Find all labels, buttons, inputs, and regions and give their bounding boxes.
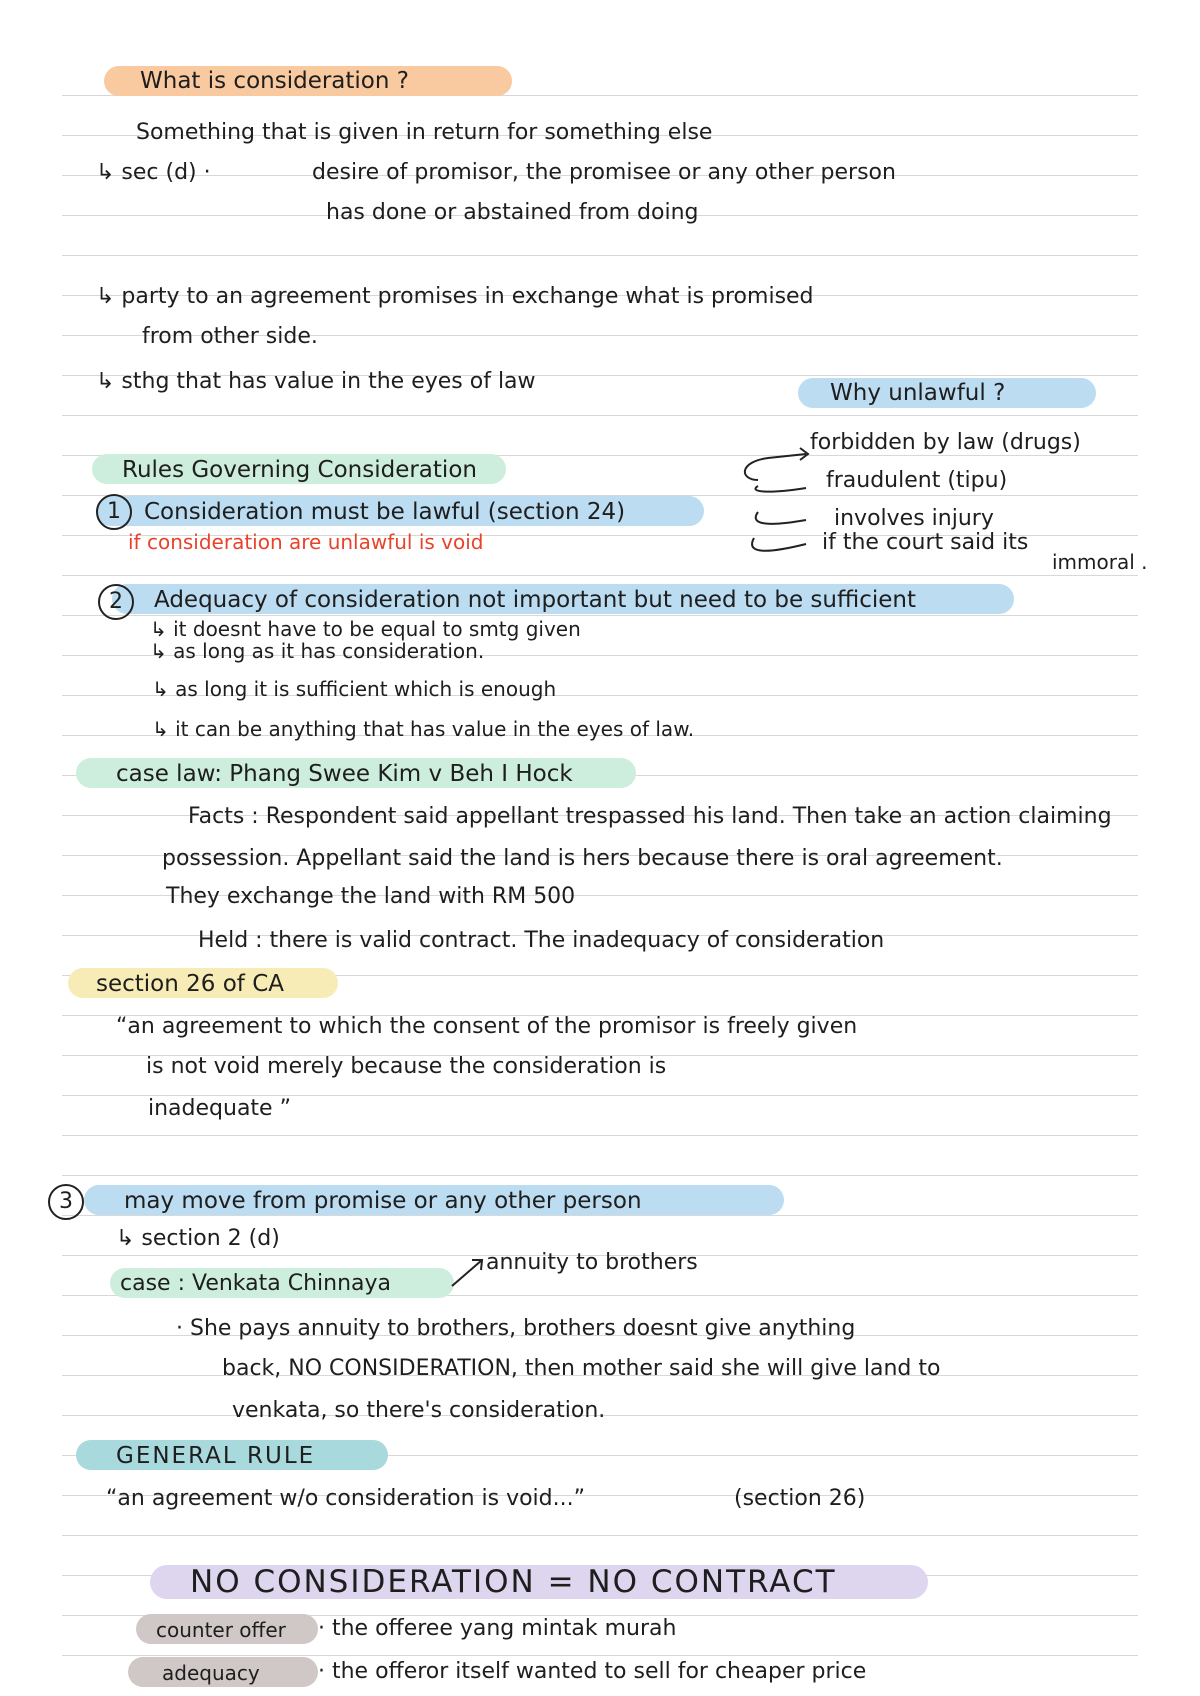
section26-label: section 26 of CA <box>96 971 284 997</box>
rule1-title: Consideration must be lawful (section 24) <box>144 499 626 525</box>
unlawful-item: involves injury <box>834 506 994 531</box>
rule3-title: may move from promise or any other person <box>124 1188 642 1214</box>
section26-quote: is not void merely because the consideration is <box>146 1054 667 1079</box>
case1-label: case law: Phang Swee Kim v Beh I Hock <box>116 761 573 787</box>
section26-quote: “an agreement to which the consent of the promisor is freely given <box>116 1014 858 1039</box>
no-consideration-banner: NO CONSIDERATION = NO CONTRACT <box>190 1564 837 1600</box>
arrow-icon <box>448 1254 488 1290</box>
rule2-title: Adequacy of consideration not important but need to be sufficient <box>154 587 916 613</box>
definition-line: Something that is given in return for something else <box>136 120 713 145</box>
adequacy-label: adequacy <box>162 1661 260 1685</box>
section26-quote: inadequate ” <box>148 1096 291 1121</box>
case2-facts: back, NO CONSIDERATION, then mother said she will give land to <box>222 1356 941 1381</box>
heading-what-is-consideration: What is consideration ? <box>140 68 409 94</box>
rules-heading: Rules Governing Consideration <box>122 457 477 483</box>
branch-arrows-icon <box>728 440 818 570</box>
rule1-note: if consideration are unlawful is void <box>128 530 484 554</box>
general-rule-heading: GENERAL RULE <box>116 1443 316 1469</box>
counter-offer-label: counter offer <box>156 1618 286 1642</box>
case2-label: case : Venkata Chinnaya <box>120 1271 392 1296</box>
rule3-sub: ↳ section 2 (d) <box>116 1226 280 1251</box>
general-rule-reference: (section 26) <box>734 1486 866 1511</box>
unlawful-item: forbidden by law (drugs) <box>810 430 1081 455</box>
rule2-item: ↳ it doesnt have to be equal to smtg given <box>150 617 581 641</box>
adequacy-text: · the offeror itself wanted to sell for cheaper price <box>318 1659 867 1684</box>
unlawful-item: if the court said its <box>822 530 1029 555</box>
unlawful-item: immoral . <box>1052 550 1148 574</box>
case2-facts: venkata, so there's consideration. <box>232 1398 606 1423</box>
rule2-item: ↳ it can be anything that has value in the eyes of law. <box>152 717 695 741</box>
definition-line: has done or abstained from doing <box>326 200 699 225</box>
general-rule-quote: “an agreement w/o consideration is void...” <box>106 1486 586 1511</box>
case2-note: annuity to brothers <box>486 1250 698 1275</box>
rule2-item: ↳ as long it is sufficient which is enough <box>152 677 557 701</box>
why-unlawful-heading: Why unlawful ? <box>830 380 1006 406</box>
rule2-item: ↳ as long as it has consideration. <box>150 639 485 663</box>
unlawful-item: fraudulent (tipu) <box>826 468 1008 493</box>
note-line: from other side. <box>142 324 318 349</box>
definition-reference: ↳ sec (d) · <box>96 160 211 185</box>
definition-line: desire of promisor, the promisee or any other person <box>312 160 896 185</box>
rule3-number: 3 <box>48 1184 84 1220</box>
case1-facts: They exchange the land with RM 500 <box>166 884 576 909</box>
case1-facts: possession. Appellant said the land is hers because there is oral agreement. <box>162 846 1003 871</box>
case1-facts: Facts : Respondent said appellant trespassed his land. Then take an action claiming <box>188 804 1112 829</box>
rule2-number: 2 <box>98 584 134 620</box>
counter-offer-text: · the offeree yang mintak murah <box>318 1616 677 1641</box>
case1-held: Held : there is valid contract. The inadequacy of consideration <box>198 928 885 953</box>
note-line: ↳ sthg that has value in the eyes of law <box>96 369 536 394</box>
case2-facts: · She pays annuity to brothers, brothers doesnt give anything <box>176 1316 856 1341</box>
note-line: ↳ party to an agreement promises in exchange what is promised <box>96 284 814 309</box>
rule1-number: 1 <box>96 494 132 530</box>
